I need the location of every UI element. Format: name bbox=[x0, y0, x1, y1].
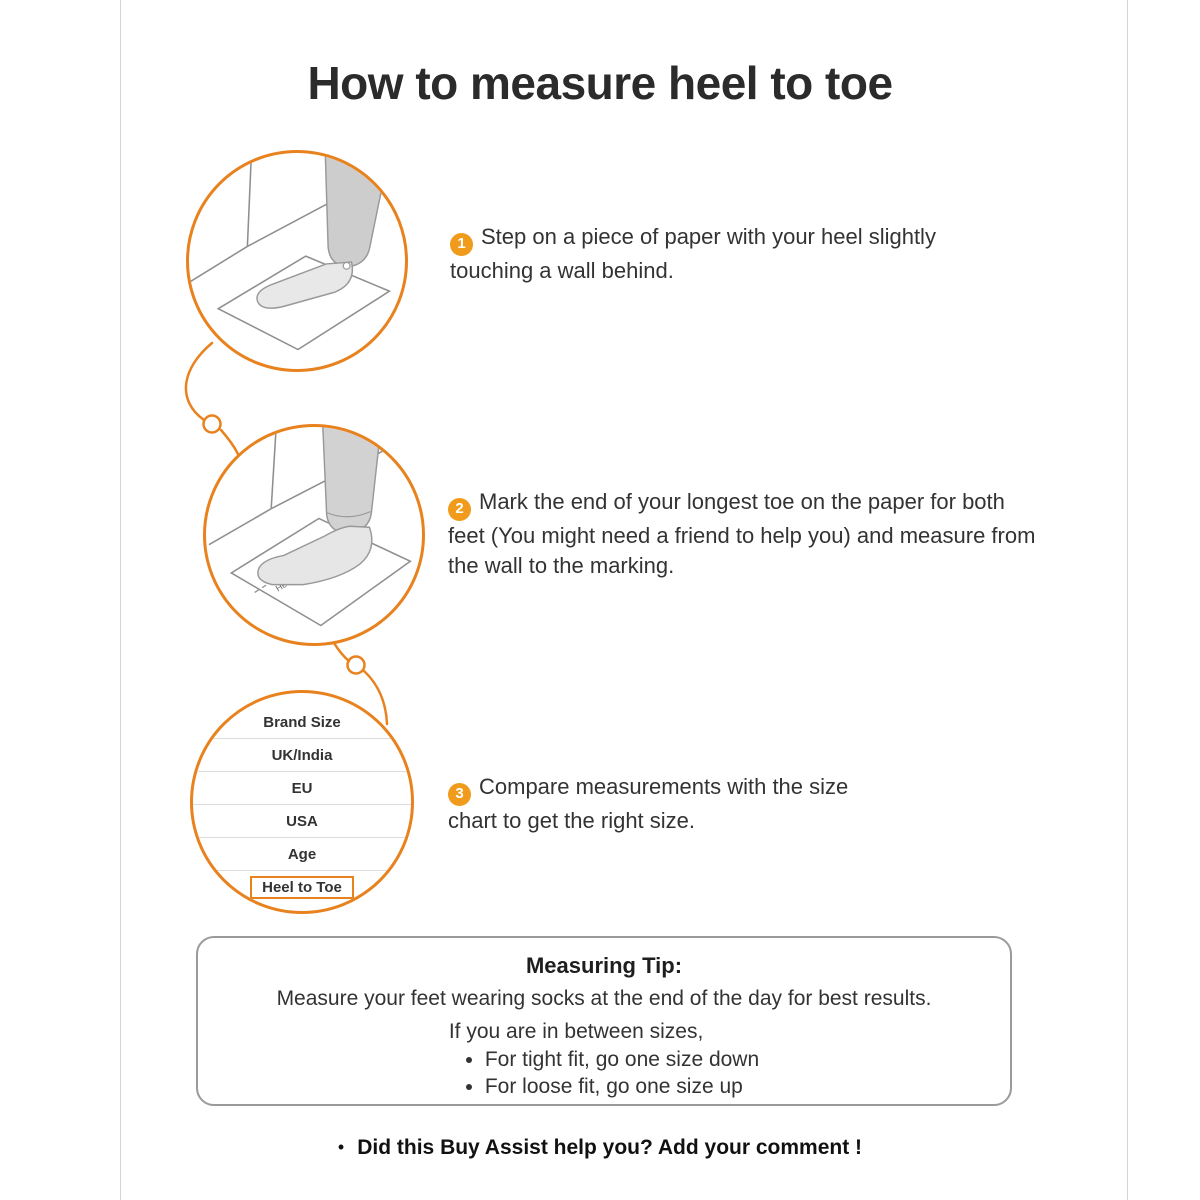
size-chart-label: EU bbox=[291, 779, 313, 797]
right-border-line bbox=[1127, 0, 1128, 1200]
tip-bullet-list bbox=[449, 1048, 759, 1099]
connector-curve-1b bbox=[221, 430, 238, 454]
foot-on-paper-drawing-1 bbox=[189, 153, 405, 369]
leg-shape bbox=[323, 427, 381, 534]
step-1-illustration bbox=[186, 150, 408, 372]
step-1-text: Step on a piece of paper with your heel slightly touching a wall behind. bbox=[450, 224, 936, 283]
step-1-text-block bbox=[450, 222, 955, 286]
foot-on-paper-drawing-2 bbox=[206, 427, 422, 643]
step-2-text: Mark the end of your longest toe on the paper for both feet (You might need a friend to help you) and measure from the wall to the marking. bbox=[448, 489, 1036, 579]
size-chart-row-eu bbox=[193, 772, 411, 805]
left-border-line bbox=[120, 0, 121, 1200]
tip-line-1: Measure your feet wearing socks at the end of the day for best results. bbox=[276, 987, 932, 1010]
size-chart-label: Brand Size bbox=[263, 713, 341, 731]
tip-line-2: If you are in between sizes, bbox=[448, 1020, 704, 1043]
footer-text: Did this Buy Assist help you? Add your comment ! bbox=[357, 1136, 863, 1159]
step-2-illustration bbox=[203, 424, 425, 646]
size-chart-label: Age bbox=[287, 845, 317, 863]
step-1-number-badge: 1 bbox=[450, 233, 473, 256]
measuring-tip-box bbox=[196, 936, 1012, 1106]
connector-curve-1 bbox=[186, 343, 212, 420]
tip-bullet-tight-fit: • For tight fit, go one size down bbox=[485, 1048, 759, 1072]
page-title: How to measure heel to toe bbox=[307, 57, 893, 109]
step-3-text: Compare measurements with the size chart to get the right size. bbox=[448, 774, 849, 833]
leg-shape bbox=[325, 153, 389, 267]
connector-loop-1 bbox=[204, 416, 221, 433]
size-chart-row-uk-india bbox=[193, 739, 411, 772]
step-2-number-badge: 2 bbox=[448, 498, 471, 521]
ankle-dot bbox=[343, 262, 350, 269]
connector-curve-2 bbox=[334, 643, 349, 661]
paper-sheet bbox=[218, 256, 389, 349]
tip-title: Measuring Tip: bbox=[525, 953, 683, 978]
size-chart bbox=[193, 706, 411, 903]
size-chart-row-usa bbox=[193, 805, 411, 838]
tip-sub-block bbox=[449, 1020, 759, 1099]
step-3-text-block bbox=[448, 772, 900, 836]
connector-loop-2 bbox=[348, 657, 365, 674]
size-chart-row-brand-size bbox=[193, 706, 411, 739]
heel-to-toe-highlight: Heel to Toe bbox=[250, 876, 354, 899]
step-2-text-block bbox=[448, 487, 1040, 582]
bullet-icon: • bbox=[337, 1137, 345, 1157]
size-chart-row-heel-to-toe bbox=[193, 871, 411, 903]
tip-bullet-loose-fit: • For loose fit, go one size up bbox=[485, 1075, 759, 1099]
size-chart-illustration bbox=[190, 690, 414, 914]
size-chart-row-age bbox=[193, 838, 411, 871]
step-3-number-badge: 3 bbox=[448, 783, 471, 806]
size-chart-label: USA bbox=[286, 812, 318, 830]
footer-note bbox=[0, 1136, 1200, 1160]
size-chart-label: UK/India bbox=[271, 746, 333, 764]
